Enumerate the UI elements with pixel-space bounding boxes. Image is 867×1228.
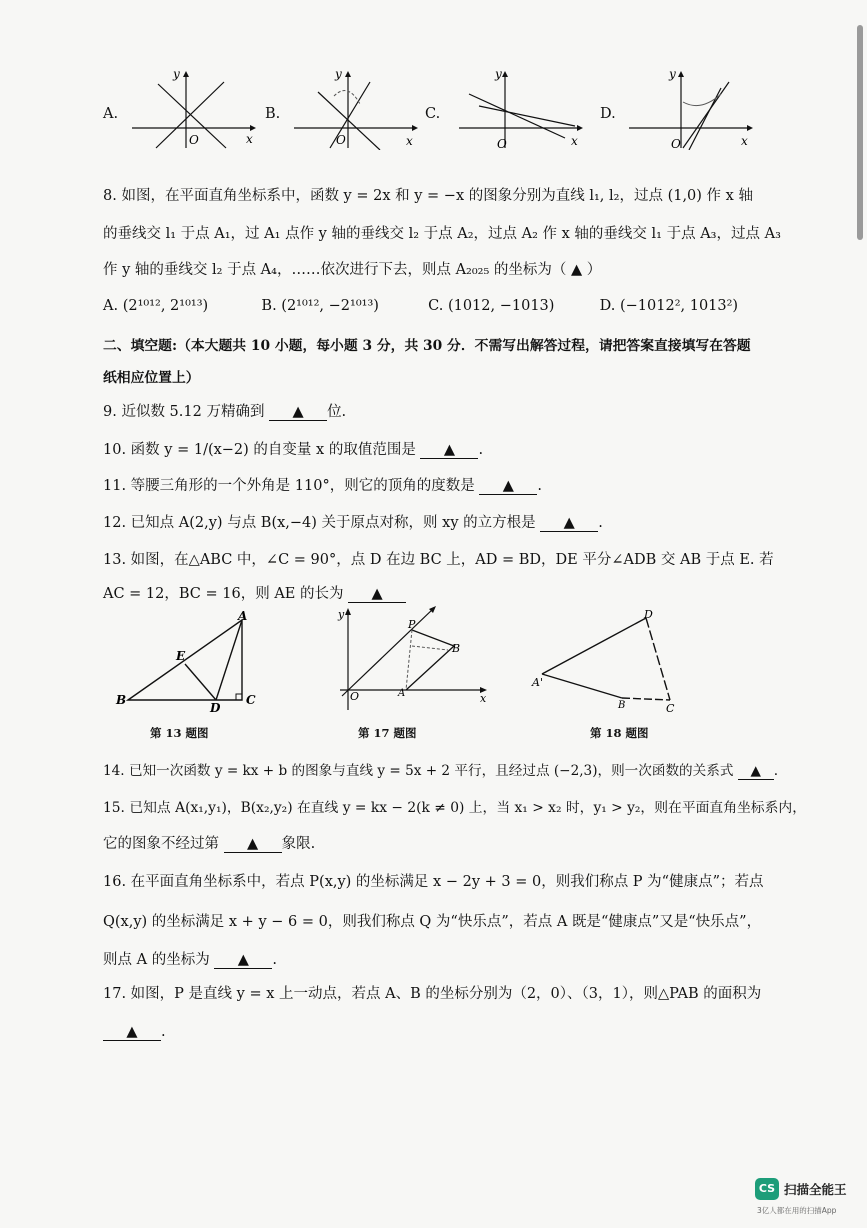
q8-line-1: 8. 如图，在平面直角坐标系中，函数 y = 2x 和 y = −x 的图象分别为直线 l₁, l₂，过点 (1,0) 作 x 轴 [103,188,753,204]
fig13-label-d: D [210,701,221,712]
q16-line-2: Q(x,y) 的坐标满足 x + y − 6 = 0，则我们称点 Q 为“快乐点”，若点 A 既是“健康点”又是“快乐点”， [103,914,762,930]
q8-line-3: 作 y 轴的垂线交 l₂ 于点 A₄，……依次进行下去，则点 A₂₀₂₅ 的坐标为（ ▲ ） [103,262,602,278]
q7-graph-a-origin: O [189,133,199,147]
q15-line-2: 它的图象不经过第 ▲ 象限. [103,836,316,852]
q10: 10. 函数 y = 1/(x−2) 的自变量 x 的取值范围是 ▲ . [103,442,484,458]
fig17-label-b: B [452,642,461,655]
fig13-label-e: E [176,649,186,663]
q9: 9. 近似数 5.12 万精确到 ▲ 位. [103,404,347,420]
q13-answer-blank: ▲ [348,586,406,603]
q7-option-c-label: C. [425,106,441,122]
q11-answer-blank: ▲ [479,478,537,495]
q7-graph-d [625,68,755,150]
q16-line-3: 则点 A 的坐标为 ▲ . [103,952,277,968]
fig18-label-c: C [666,702,675,715]
q7-graph-b-origin: O [336,133,346,147]
q7-graph-c-x: x [571,134,578,148]
vertical-scrollbar[interactable] [857,25,863,240]
fig17-label-y: y [338,608,345,621]
q7-graph-a-x: x [246,132,253,146]
fig17-label-o: O [350,690,360,703]
q16-answer-blank: ▲ [214,952,272,969]
q17-answer-blank: ▲ [103,1024,161,1041]
fig17-label-a: A [398,688,406,699]
q7-graph-a-y: y [173,68,180,81]
q13-line-1: 13. 如图，在△ABC 中，∠C = 90°，点 D 在边 BC 上，AD = BD，DE 平分∠ADB 交 AB 于点 E. 若 [103,552,774,568]
camscanner-logo-icon: CS [755,1178,779,1200]
q11: 11. 等腰三角形的一个外角是 110°，则它的顶角的度数是 ▲ . [103,478,542,494]
q17-line-1: 17. 如图，P 是直线 y = x 上一动点，若点 A、B 的坐标分别为（2，0）、（3，1），则△PAB 的面积为 [103,986,762,1002]
q8-option-c: C. (1012, −1013) [428,298,555,314]
figure-17-caption: 第 17 题图 [358,726,417,740]
fig13-label-b: B [116,693,127,707]
q7-graph-b-x: x [406,134,413,148]
q12-answer-blank: ▲ [540,515,598,532]
watermark-tagline: 3亿人都在用的扫描App [757,1206,837,1215]
q8-option-d: D. (−1012², 1013²) [599,298,739,314]
q13-line-2: AC = 12，BC = 16，则 AE 的长为 ▲ [103,582,406,603]
q7-graph-d-y: y [669,68,676,81]
q7-option-d-label: D. [600,106,616,122]
fig17-label-p: P [408,618,416,631]
fig13-label-c: C [246,693,256,707]
camscanner-watermark [755,1178,855,1218]
q12: 12. 已知点 A(2,y) 与点 B(x,−4) 关于原点对称，则 xy 的立方根是 ▲ . [103,515,603,531]
q9-answer-blank: ▲ [269,404,327,421]
q7-option-b-label: B. [265,106,281,122]
figure-13 [112,608,272,712]
q7-option-a-label: A. [103,106,119,122]
q16-line-1: 16. 在平面直角坐标系中，若点 P(x,y) 的坐标满足 x − 2y + 3 = 0，则我们称点 P 为“健康点”；若点 [103,874,764,890]
q15-line-1: 15. 已知点 A(x₁,y₁)，B(x₂,y₂) 在直线 y = kx − 2(k ≠ 0) 上，当 x₁ > x₂ 时，y₁ > y₂，则在平面直角坐标系内， [103,800,806,816]
watermark-app-name: 扫描全能王 [784,1182,847,1197]
q8-option-a: A. (2¹⁰¹², 2¹⁰¹³) [103,298,209,314]
figure-18 [528,604,688,716]
q7-graph-c [455,68,585,150]
q8-line-2: 的垂线交 l₁ 于点 A₁，过 A₁ 点作 y 轴的垂线交 l₂ 于点 A₂，过点 A₂ 作 x 轴的垂线交 l₁ 于点 A₃，过点 A₃ [103,226,781,242]
q14: 14. 已知一次函数 y = kx + b 的图象与直线 y = 5x + 2 平行，且经过点 (−2,3)，则一次函数的关系式 ▲ . [103,763,779,779]
q10-answer-blank: ▲ [420,442,478,459]
figure-17 [328,602,493,714]
section-2-heading-line-2: 纸相应位置上） [103,370,200,386]
q7-graph-b [290,68,420,150]
fig18-label-d: D [644,608,653,621]
fig18-label-a: A' [532,676,543,689]
q8-option-b: B. (2¹⁰¹², −2¹⁰¹³) [261,298,379,314]
q7-graph-b-y: y [335,68,342,81]
section-2-heading-line-1: 二、填空题:（本大题共 10 小题，每小题 3 分，共 30 分．不需写出解答过程，请把答案直接填写在答题 [103,338,751,354]
fig18-label-b: B [618,700,626,711]
q7-graph-a [128,68,258,150]
figure-13-caption: 第 13 题图 [150,726,209,740]
fig17-label-x: x [480,692,487,705]
q7-graph-c-y: y [495,68,502,81]
q17-line-2: ▲ . [103,1024,166,1041]
figure-18-caption: 第 18 题图 [590,726,649,740]
q15-answer-blank: ▲ [224,836,282,853]
q7-graph-d-origin: O [671,137,681,150]
q8-options [103,298,738,314]
q14-answer-blank: ▲ [738,763,774,780]
q7-graph-d-x: x [741,134,748,148]
q7-graph-c-origin: O [497,137,507,150]
fig13-label-a: A [238,609,248,623]
